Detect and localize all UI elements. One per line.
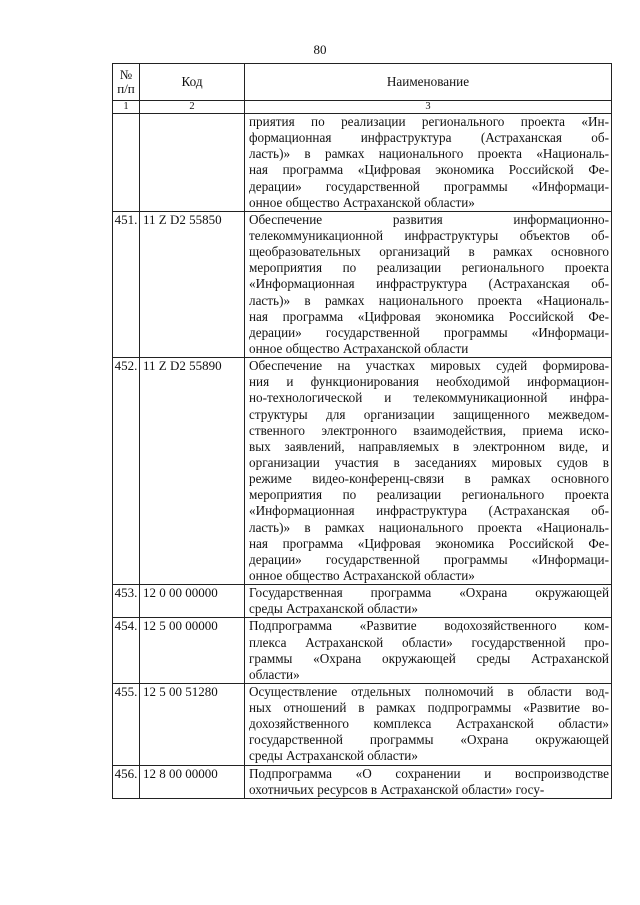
row-code: 11 Z D2 55850 bbox=[140, 211, 245, 357]
name-line: граммы «Охрана окружающей среды Астраханской bbox=[249, 650, 609, 666]
name-line: Государственная программа «Охрана окружающей bbox=[249, 585, 609, 601]
header-name: Наименование bbox=[245, 64, 612, 101]
table-row bbox=[113, 114, 612, 212]
row-name bbox=[245, 358, 612, 585]
name-line: Осуществление отдельных полномочий в области вод- bbox=[249, 683, 609, 699]
row-code: 11 Z D2 55890 bbox=[140, 358, 245, 585]
table-row bbox=[113, 585, 612, 618]
name-line: приятия по реализации регионального проекта «Ин- bbox=[249, 114, 609, 129]
row-number: 452. bbox=[113, 358, 140, 585]
header-num: № п/п bbox=[113, 64, 140, 101]
row-code: 12 8 00 00000 bbox=[140, 765, 245, 798]
name-line: организации участия в заседаниях мировых судов в bbox=[249, 454, 609, 470]
name-line: среды Астраханской области» bbox=[249, 601, 418, 617]
table-row bbox=[113, 358, 612, 585]
name-line: режиме видео-конференц-связи в рамках основного bbox=[249, 471, 609, 487]
name-line: ласть)» в рамках национального проекта «Националь- bbox=[249, 292, 609, 308]
header-code: Код bbox=[140, 64, 245, 101]
name-line: дохозяйственного комплекса Астраханской области» bbox=[249, 716, 609, 732]
name-line: дерации» государственной программы «Информаци- bbox=[249, 324, 609, 340]
name-line: ласть)» в рамках национального проекта «Националь- bbox=[249, 519, 609, 535]
name-line: но-технологической и телекоммуникационной инфра- bbox=[249, 390, 609, 406]
name-line: структуры для организации защищенного межведом- bbox=[249, 406, 609, 422]
table-body bbox=[113, 114, 612, 799]
name-line: «Информационная инфраструктура (Астраханская об- bbox=[249, 503, 609, 519]
table-row bbox=[113, 683, 612, 765]
name-line: телекоммуникационной инфраструктуры объектов об- bbox=[249, 227, 609, 243]
table-row bbox=[113, 765, 612, 798]
column-number: 3 bbox=[245, 101, 612, 114]
name-line: мероприятия по реализации регионального проекта bbox=[249, 487, 609, 503]
name-line: онное общество Астраханской области bbox=[249, 340, 469, 356]
name-line: государственной программы «Охрана окружающей bbox=[249, 732, 609, 748]
name-line: охотничьих ресурсов в Астраханской области» госу- bbox=[249, 781, 545, 797]
name-line: плекса Астраханской области» государственной про- bbox=[249, 634, 609, 650]
column-number: 1 bbox=[113, 101, 140, 114]
name-line: щеобразовательных организаций в рамках основного bbox=[249, 244, 609, 260]
row-name bbox=[245, 683, 612, 765]
name-line: вых заявлений, направляемых в электронном виде, и bbox=[249, 438, 609, 454]
name-line: Подпрограмма «Развитие водохозяйственного ком- bbox=[249, 618, 609, 634]
row-number: 455. bbox=[113, 683, 140, 765]
name-line: дерации» государственной программы «Информаци- bbox=[249, 178, 609, 194]
name-line: онное общество Астраханской области» bbox=[249, 567, 475, 583]
name-line: среды Астраханской области» bbox=[249, 748, 418, 764]
table-row bbox=[113, 618, 612, 684]
name-line: мероприятия по реализации регионального проекта bbox=[249, 260, 609, 276]
name-line: Обеспечение на участках мировых судей формирова- bbox=[249, 358, 609, 374]
row-name bbox=[245, 114, 612, 212]
row-name bbox=[245, 765, 612, 798]
row-number: 454. bbox=[113, 618, 140, 684]
name-line: ласть)» в рамках национального проекта «Националь- bbox=[249, 146, 609, 162]
row-name bbox=[245, 618, 612, 684]
page-number: 80 bbox=[313, 42, 327, 57]
name-line: Обеспечение развития информационно- bbox=[249, 211, 609, 227]
name-line: ния и функционирования необходимой информацион- bbox=[249, 374, 609, 390]
name-line: ственного электронного взаимодействия, приема иско- bbox=[249, 422, 609, 438]
row-number: 456. bbox=[113, 765, 140, 798]
name-line: «Информационная инфраструктура (Астраханская об- bbox=[249, 276, 609, 292]
table-header-row bbox=[113, 64, 612, 101]
row-code: 12 0 00 00000 bbox=[140, 585, 245, 618]
column-numbers-row bbox=[113, 101, 612, 114]
name-line: области» bbox=[249, 666, 300, 682]
row-code: 12 5 00 51280 bbox=[140, 683, 245, 765]
row-code bbox=[140, 114, 245, 212]
row-number: 453. bbox=[113, 585, 140, 618]
name-line: ная программа «Цифровая экономика Российской Фе- bbox=[249, 162, 609, 178]
row-number: 451. bbox=[113, 211, 140, 357]
table-row bbox=[113, 211, 612, 357]
budget-code-table bbox=[112, 63, 612, 799]
name-line: онное общество Астраханской области» bbox=[249, 194, 475, 210]
row-code: 12 5 00 00000 bbox=[140, 618, 245, 684]
row-number bbox=[113, 114, 140, 212]
name-line: дерации» государственной программы «Информаци- bbox=[249, 551, 609, 567]
column-number: 2 bbox=[140, 101, 245, 114]
name-line: ных отношений в рамках подпрограммы «Развитие во- bbox=[249, 700, 609, 716]
row-name bbox=[245, 585, 612, 618]
name-line: ная программа «Цифровая экономика Российской Фе- bbox=[249, 308, 609, 324]
name-line: ная программа «Цифровая экономика Российской Фе- bbox=[249, 535, 609, 551]
name-line: формационная инфраструктура (Астраханская об- bbox=[249, 130, 609, 146]
row-name bbox=[245, 211, 612, 357]
name-line: Подпрограмма «О сохранении и воспроизводстве bbox=[249, 765, 609, 781]
